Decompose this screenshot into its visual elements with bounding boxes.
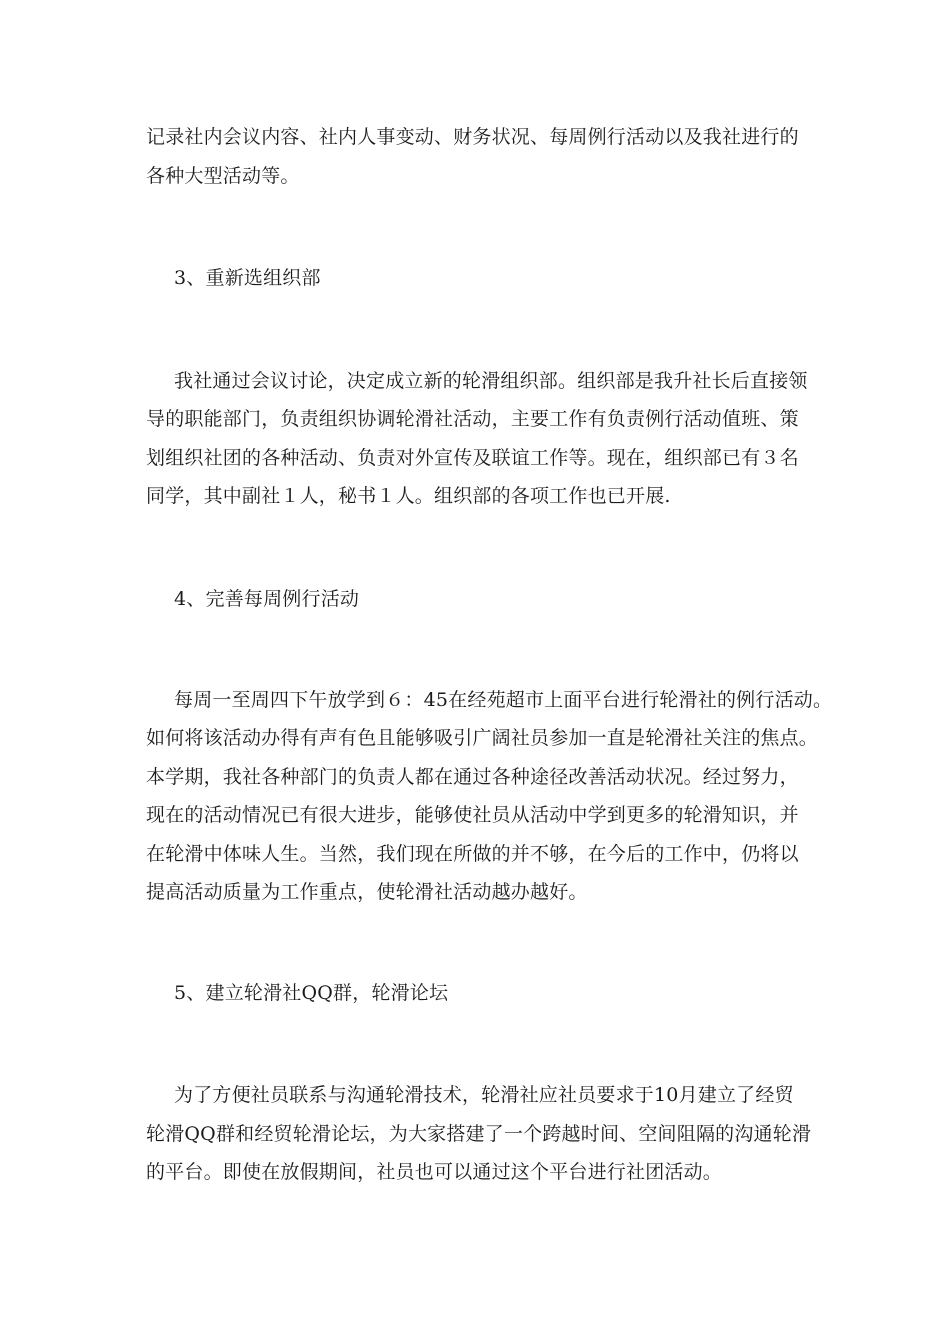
paragraph-4-line-2: 如何将该活动办得有声有色且能够吸引广阔社员参加一直是轮滑社关注的焦点。 xyxy=(146,727,819,749)
paragraph-5-line-1: 为了方便社员联系与沟通轮滑技术，轮滑社应社员要求于10月建立了经贸 xyxy=(174,1084,794,1106)
paragraph-4-line-4: 现在的活动情况已有很大进步，能够使社员从活动中学到更多的轮滑知识，并 xyxy=(146,804,799,826)
section-heading-3: 3、重新选组织部 xyxy=(174,267,321,289)
section-heading-5: 5、建立轮滑社QQ群，轮滑论坛 xyxy=(174,982,449,1004)
paragraph-5-line-3: 的平台。即使在放假期间，社员也可以通过这个平台进行社团活动。 xyxy=(146,1161,723,1183)
paragraph-intro-line-1: 记录社内会议内容、社内人事变动、财务状况、每周例行活动以及我社进行的 xyxy=(146,126,799,148)
paragraph-4-line-5: 在轮滑中体味人生。当然，我们现在所做的并不够，在今后的工作中，仍将以 xyxy=(146,843,799,865)
paragraph-3-line-3: 划组织社团的各种活动、负责对外宣传及联谊工作等。现在，组织部已有３名 xyxy=(146,447,799,469)
paragraph-5-line-2: 轮滑QQ群和经贸轮滑论坛，为大家搭建了一个跨越时间、空间阻隔的沟通轮滑 xyxy=(146,1123,812,1145)
paragraph-4-line-1: 每周一至周四下午放学到６：45在经苑超市上面平台进行轮滑社的例行活动。 xyxy=(174,689,833,711)
paragraph-intro-line-2: 各种大型活动等。 xyxy=(146,165,300,187)
paragraph-3-line-1: 我社通过会议讨论，决定成立新的轮滑组织部。组织部是我升社长后直接领 xyxy=(174,370,808,392)
section-heading-4: 4、完善每周例行活动 xyxy=(174,588,360,610)
paragraph-3-line-2: 导的职能部门，负责组织协调轮滑社活动，主要工作有负责例行活动值班、策 xyxy=(146,408,799,430)
paragraph-3-line-4: 同学，其中副社１人，秘书１人。组织部的各项工作也已开展. xyxy=(146,485,671,507)
paragraph-4-line-6: 提高活动质量为工作重点，使轮滑社活动越办越好。 xyxy=(146,881,588,903)
paragraph-4-line-3: 本学期，我社各种部门的负责人都在通过各种途径改善活动状况。经过努力， xyxy=(146,766,799,788)
